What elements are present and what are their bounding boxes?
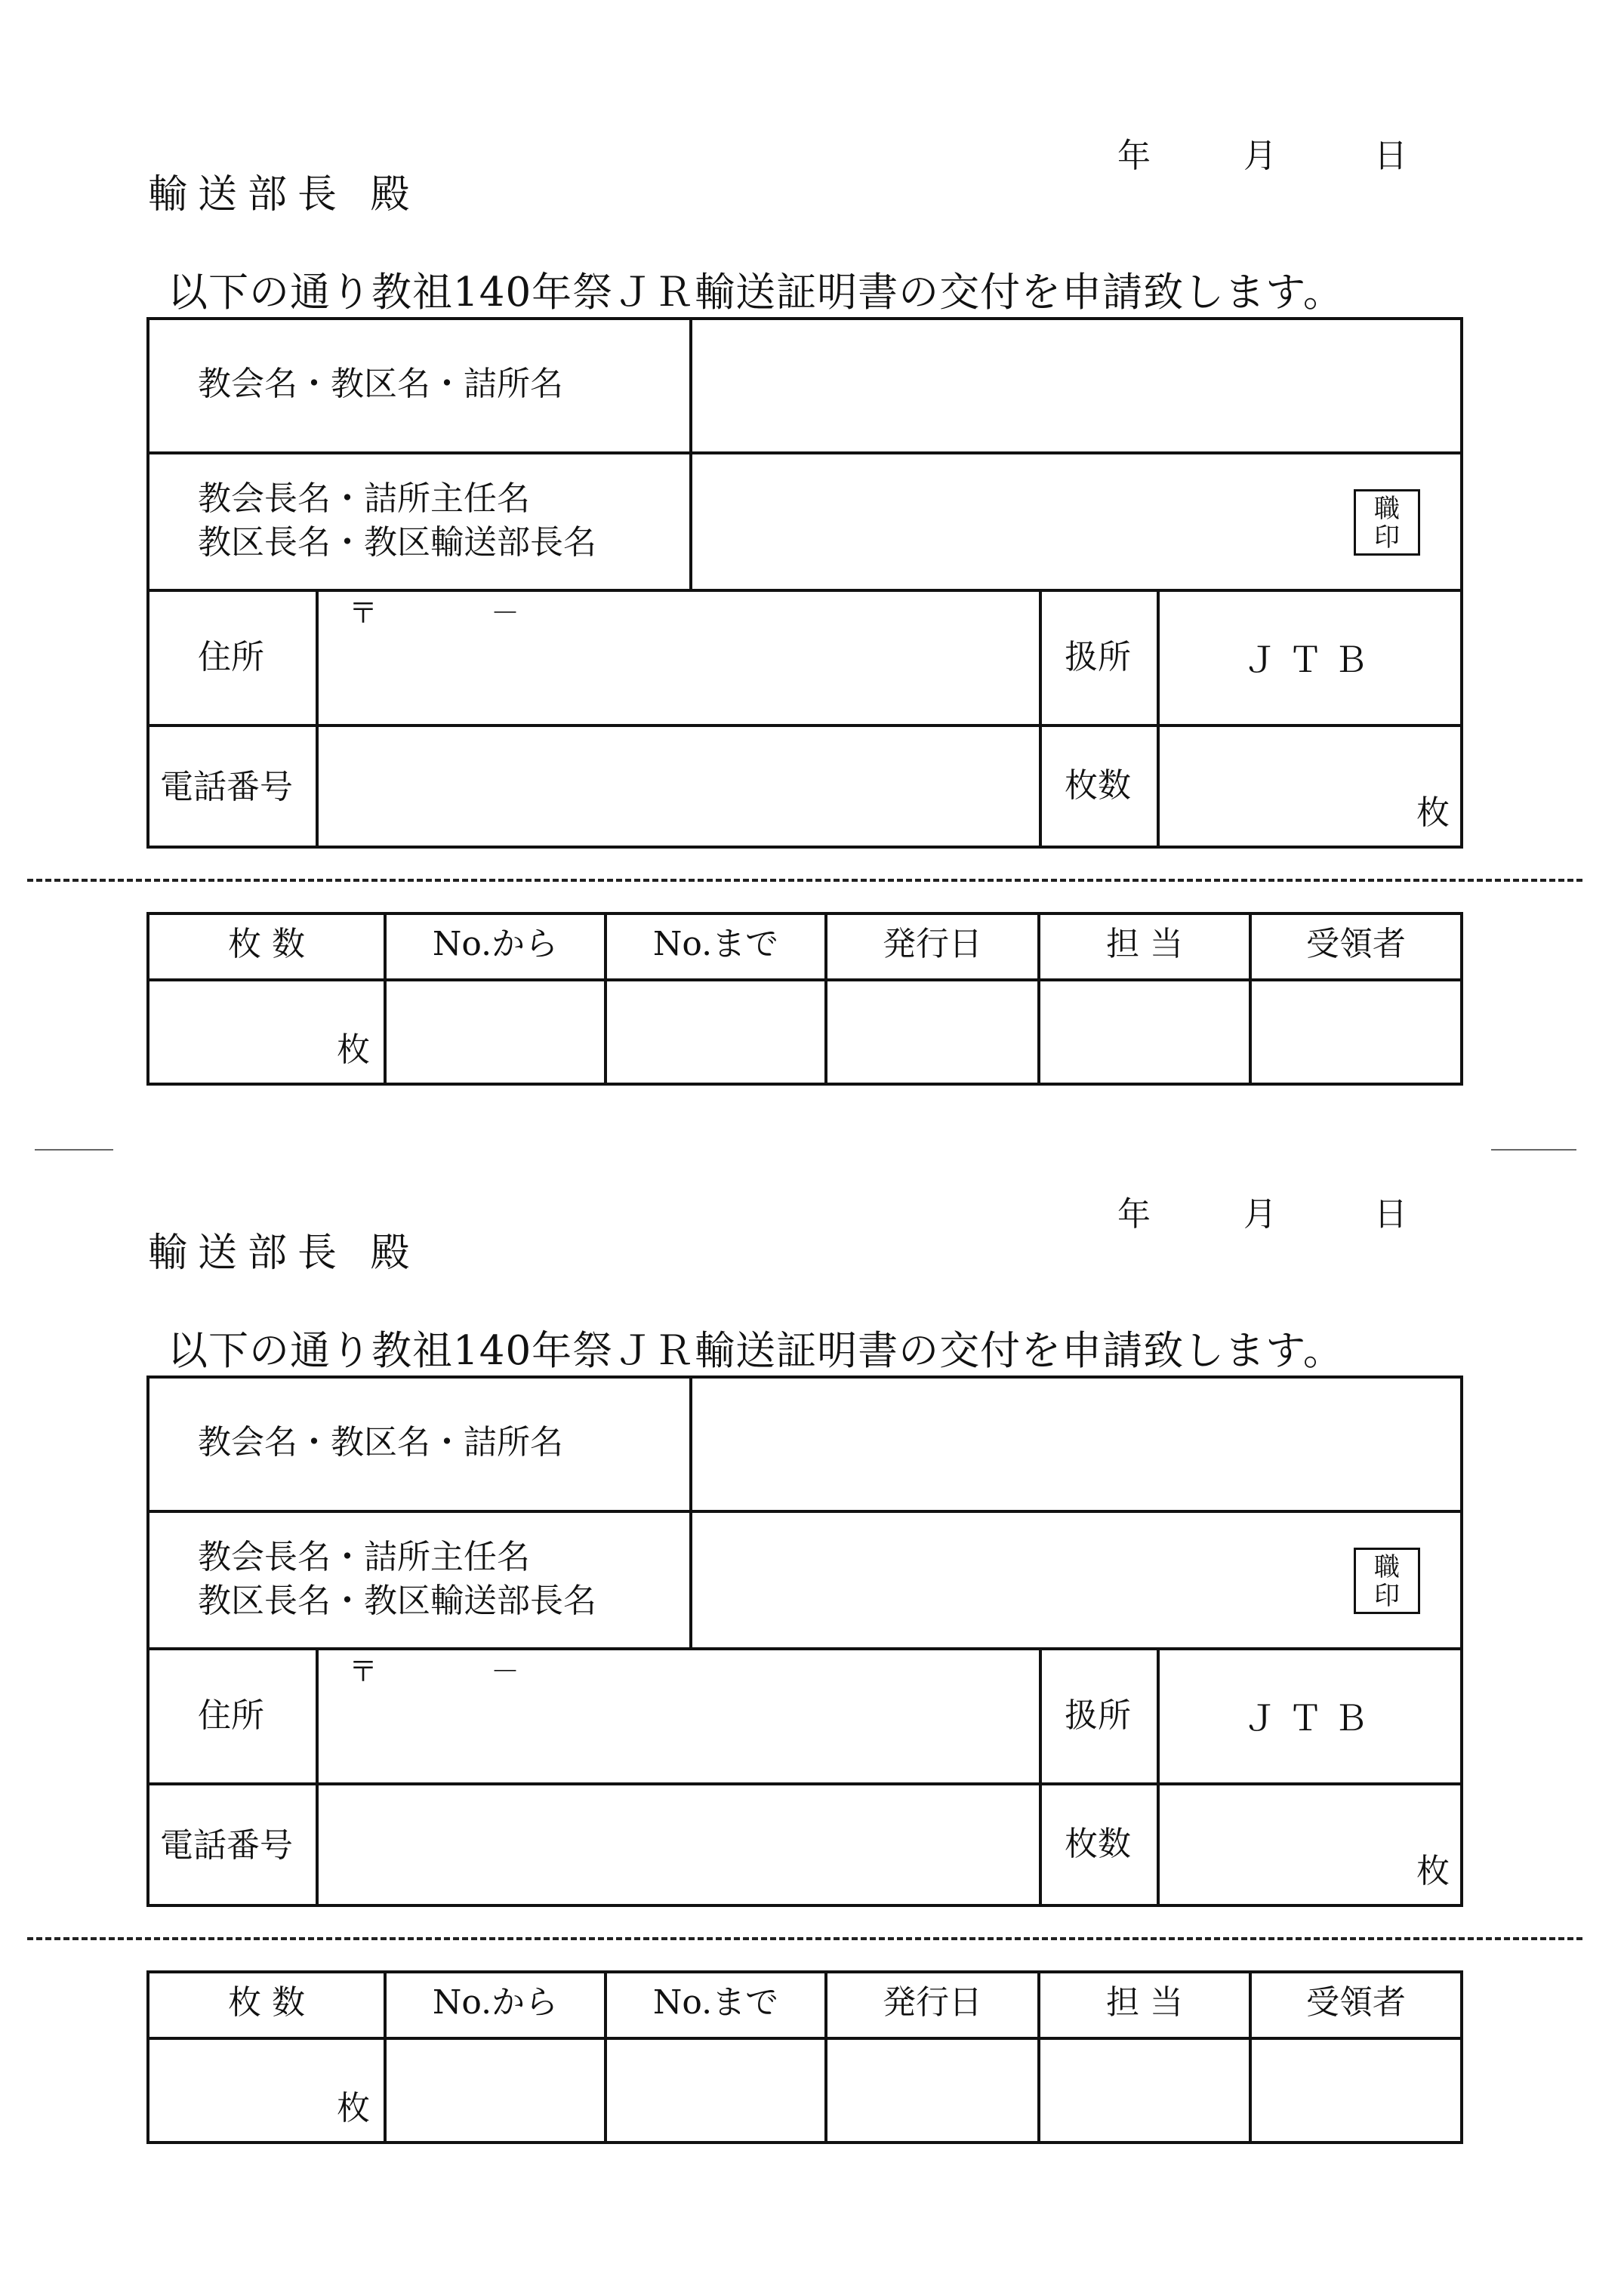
date-day-label: 日 — [1374, 1195, 1407, 1234]
cut-mark-left — [35, 1149, 113, 1151]
column-divider — [689, 1376, 692, 1649]
phone-label: 電話番号 — [160, 1826, 293, 1865]
application-form-top — [0, 0, 1624, 1102]
receipt-header-cell: 担 当 — [1106, 925, 1183, 963]
receipt-header-cell: 枚 数 — [228, 1983, 305, 2022]
address-label: 住所 — [198, 1696, 264, 1735]
cut-mark-right — [1491, 1149, 1576, 1151]
head-name-label-1: 教会長名・詰所主任名 — [198, 1538, 530, 1576]
receipt-header-cell: No.から — [432, 925, 559, 963]
receipt-header-cell: No.から — [432, 1983, 559, 2022]
postal-mark: 〒 — [349, 1655, 378, 1688]
date-day-label: 日 — [1374, 137, 1407, 175]
count-unit: 枚 — [1416, 793, 1450, 832]
postal-dash: － — [491, 1655, 520, 1688]
receipt-header-cell: 担 当 — [1106, 1983, 1183, 2022]
count-label: 枚数 — [1065, 766, 1131, 805]
application-form-bottom — [0, 1058, 1624, 2161]
row-divider — [146, 451, 1463, 454]
column-divider — [1039, 1647, 1042, 1907]
column-divider — [689, 317, 692, 590]
cut-line — [27, 1937, 1582, 1940]
cut-line — [27, 879, 1582, 882]
receipt-header-cell: 受領者 — [1306, 925, 1406, 963]
head-name-label-1: 教会長名・詰所主任名 — [198, 479, 530, 518]
receipt-header-cell: 枚 数 — [228, 925, 305, 963]
postal-dash: － — [491, 596, 520, 630]
official-seal-box: 職 印 — [1354, 1548, 1420, 1614]
phone-label: 電話番号 — [160, 768, 293, 806]
receipt-header-divider — [146, 978, 1463, 981]
receipt-count-unit: 枚 — [337, 2089, 370, 2127]
receipt-header-cell: 発行日 — [883, 925, 982, 963]
handler-label: 扱所 — [1065, 638, 1131, 676]
date-month-label: 月 — [1243, 137, 1277, 175]
count-label: 枚数 — [1065, 1825, 1131, 1863]
handler-value: ＪＴＢ — [1243, 639, 1379, 680]
row-divider — [146, 589, 1463, 592]
handler-label: 扱所 — [1065, 1696, 1131, 1735]
receipt-header-cell: 受領者 — [1306, 1983, 1406, 2022]
head-name-label-2: 教区長名・教区輸送部長名 — [198, 1582, 596, 1620]
handler-value: ＪＴＢ — [1243, 1698, 1379, 1739]
row-divider — [146, 724, 1463, 727]
column-divider — [1157, 589, 1160, 849]
church-name-label: 教会名・教区名・詰所名 — [198, 365, 563, 403]
column-divider — [1157, 1647, 1160, 1907]
row-divider — [146, 1510, 1463, 1513]
row-divider — [146, 1647, 1463, 1650]
date-year-label: 年 — [1117, 1195, 1151, 1234]
receipt-header-divider — [146, 2037, 1463, 2040]
request-statement: 以下の通り教祖140年祭ＪＲ輸送証明書の交付を申請致します。 — [168, 1328, 1344, 1374]
column-divider — [316, 589, 319, 849]
addressee: 輸送部長 殿 — [148, 1231, 421, 1276]
row-divider — [146, 1782, 1463, 1785]
date-month-label: 月 — [1243, 1195, 1277, 1234]
receipt-count-unit: 枚 — [337, 1030, 370, 1069]
receipt-header-cell: No.まで — [652, 1983, 779, 2022]
postal-mark: 〒 — [349, 596, 378, 630]
address-label: 住所 — [198, 638, 264, 676]
official-seal-box: 職 印 — [1354, 489, 1420, 556]
request-statement: 以下の通り教祖140年祭ＪＲ輸送証明書の交付を申請致します。 — [168, 270, 1344, 316]
column-divider — [316, 1647, 319, 1907]
head-name-label-2: 教区長名・教区輸送部長名 — [198, 523, 596, 562]
column-divider — [1039, 589, 1042, 849]
church-name-label: 教会名・教区名・詰所名 — [198, 1423, 563, 1462]
addressee: 輸送部長 殿 — [148, 172, 421, 217]
receipt-header-cell: No.まで — [652, 925, 779, 963]
count-unit: 枚 — [1416, 1852, 1450, 1890]
receipt-header-cell: 発行日 — [883, 1983, 982, 2022]
date-year-label: 年 — [1117, 137, 1151, 175]
